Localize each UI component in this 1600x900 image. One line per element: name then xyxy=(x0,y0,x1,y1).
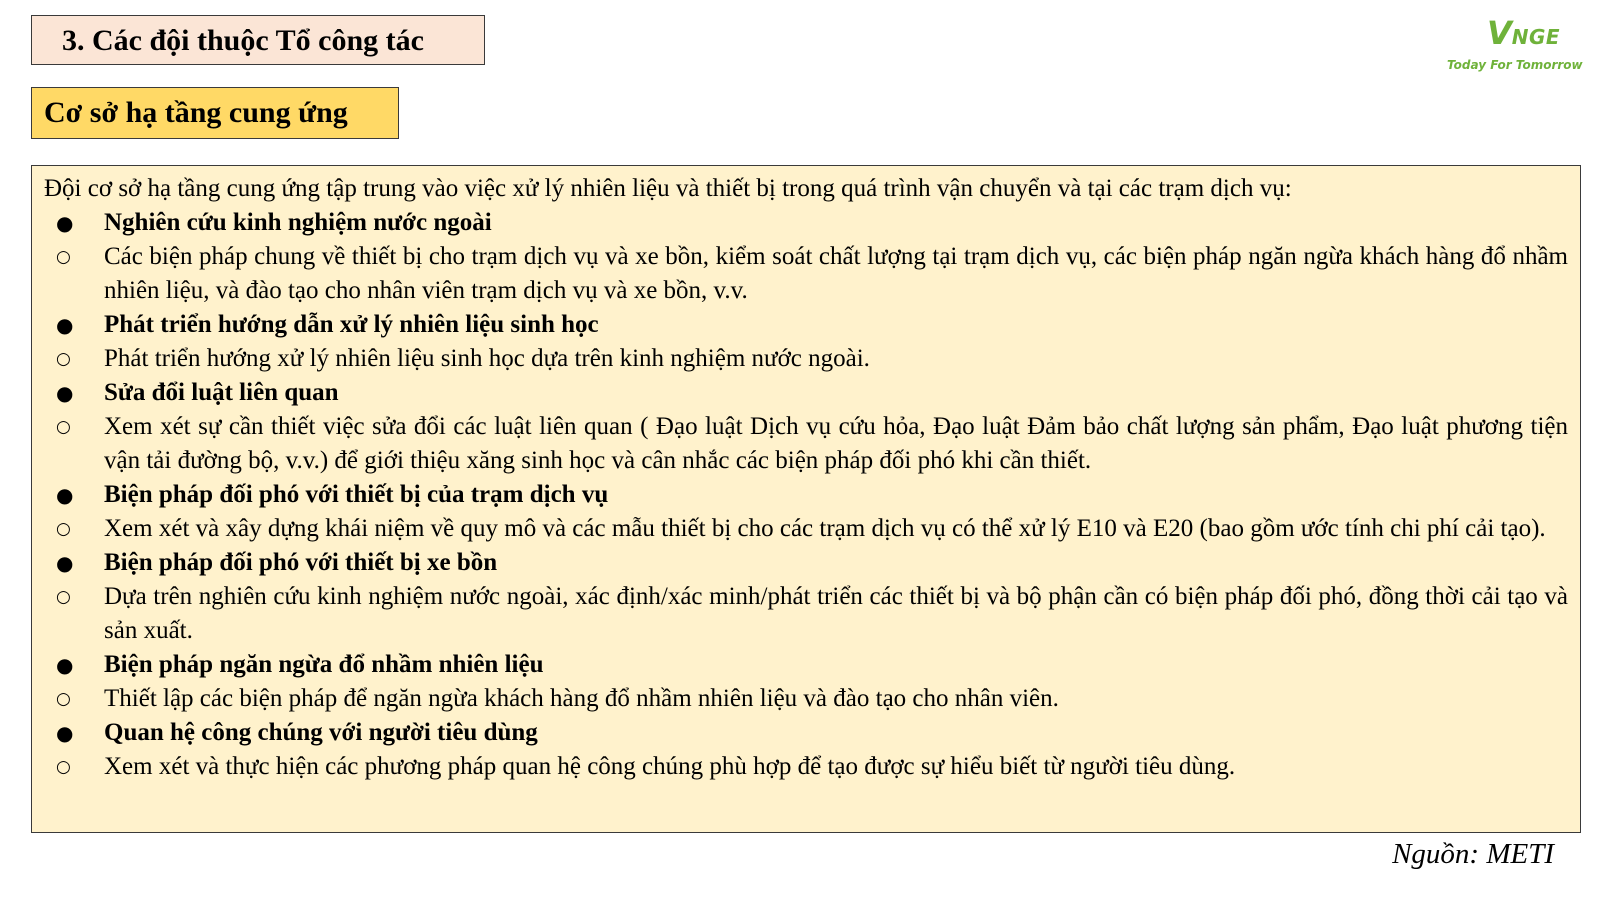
list-item xyxy=(44,648,1568,716)
bullet-icon: ● xyxy=(56,313,74,337)
logo-tagline: Today For Tomorrow xyxy=(1447,58,1583,72)
list-item xyxy=(44,716,1568,784)
item-detail xyxy=(44,512,1568,546)
item-detail xyxy=(44,750,1568,784)
vnge-logo xyxy=(1442,8,1592,78)
bullet-icon: ● xyxy=(56,653,74,677)
item-title: Phát triển hướng dẫn xử lý nhiên liệu sinh học xyxy=(104,311,599,338)
list-item xyxy=(44,478,1568,546)
item-detail-text: Xem xét sự cần thiết việc sửa đổi các luật liên quan ( Đạo luật Dịch vụ cứu hỏa, Đạo luật Đảm bảo chất lượng sản phẩm, Đạo luật phương tiện vận tải đường bộ, v.v.) để giới thiệu xăng sinh học và cân nhắc các biện pháp đối phó khi cần thiết. xyxy=(104,413,1568,474)
source-note: Nguồn: METI xyxy=(1392,838,1554,870)
hollow-bullet-icon: ○ xyxy=(56,519,71,539)
hollow-bullet-icon: ○ xyxy=(56,689,71,709)
hollow-bullet-icon: ○ xyxy=(56,417,71,437)
bullet-icon: ● xyxy=(56,483,74,507)
item-detail-text: Xem xét và xây dựng khái niệm về quy mô và các mẫu thiết bị cho các trạm dịch vụ có thể xử lý E10 và E20 (bao gồm ước tính chi phí cải tạo). xyxy=(104,515,1546,542)
item-detail-text: Các biện pháp chung về thiết bị cho trạm dịch vụ và xe bồn, kiểm soát chất lượng tại trạm dịch vụ, các biện pháp ngăn ngừa khách hàng đổ nhầm nhiên liệu, và đào tạo cho nhân viên trạm dịch vụ và xe bồn, v.v. xyxy=(104,243,1568,304)
item-title: Biện pháp đối phó với thiết bị xe bồn xyxy=(104,549,498,576)
item-title: Biện pháp đối phó với thiết bị của trạm dịch vụ xyxy=(104,481,609,508)
item-heading xyxy=(44,376,1568,410)
item-heading xyxy=(44,206,1568,240)
section-title: 3. Các đội thuộc Tổ công tác xyxy=(31,15,485,65)
list-item xyxy=(44,206,1568,308)
content-box xyxy=(31,165,1581,833)
item-detail xyxy=(44,240,1568,308)
logo-mark-rest: NGE xyxy=(1511,25,1561,49)
list-item xyxy=(44,376,1568,478)
item-title: Quan hệ công chúng với người tiêu dùng xyxy=(104,719,538,746)
item-heading xyxy=(44,716,1568,750)
item-detail xyxy=(44,342,1568,376)
hollow-bullet-icon: ○ xyxy=(56,587,71,607)
logo-mark xyxy=(1487,14,1560,52)
item-title: Biện pháp ngăn ngừa đổ nhầm nhiên liệu xyxy=(104,651,544,678)
hollow-bullet-icon: ○ xyxy=(56,247,71,267)
item-detail-text: Dựa trên nghiên cứu kinh nghiệm nước ngoài, xác định/xác minh/phát triển các thiết bị và bộ phận cần có biện pháp đối phó, đồng thời cải tạo và sản xuất. xyxy=(104,583,1568,644)
logo-mark-v: V xyxy=(1487,14,1512,52)
item-list xyxy=(44,206,1568,784)
bullet-icon: ● xyxy=(56,551,74,575)
team-title: Cơ sở hạ tầng cung ứng xyxy=(31,87,399,139)
item-detail-text: Phát triển hướng xử lý nhiên liệu sinh học dựa trên kinh nghiệm nước ngoài. xyxy=(104,345,870,372)
bullet-icon: ● xyxy=(56,211,74,235)
item-title: Sửa đổi luật liên quan xyxy=(104,379,339,406)
item-heading xyxy=(44,308,1568,342)
item-heading xyxy=(44,478,1568,512)
item-heading xyxy=(44,546,1568,580)
item-detail xyxy=(44,580,1568,648)
hollow-bullet-icon: ○ xyxy=(56,349,71,369)
hollow-bullet-icon: ○ xyxy=(56,757,71,777)
bullet-icon: ● xyxy=(56,381,74,405)
item-title: Nghiên cứu kinh nghiệm nước ngoài xyxy=(104,209,492,236)
item-detail xyxy=(44,682,1568,716)
item-detail-text: Thiết lập các biện pháp để ngăn ngừa khách hàng đổ nhầm nhiên liệu và đào tạo cho nhân viên. xyxy=(104,685,1059,712)
intro-text: Đội cơ sở hạ tầng cung ứng tập trung vào việc xử lý nhiên liệu và thiết bị trong quá trình vận chuyển và tại các trạm dịch vụ: xyxy=(44,175,1292,202)
item-detail xyxy=(44,410,1568,478)
list-item xyxy=(44,308,1568,376)
bullet-icon: ● xyxy=(56,721,74,745)
item-detail-text: Xem xét và thực hiện các phương pháp quan hệ công chúng phù hợp để tạo được sự hiểu biết từ người tiêu dùng. xyxy=(104,753,1236,780)
list-item xyxy=(44,546,1568,648)
item-heading xyxy=(44,648,1568,682)
